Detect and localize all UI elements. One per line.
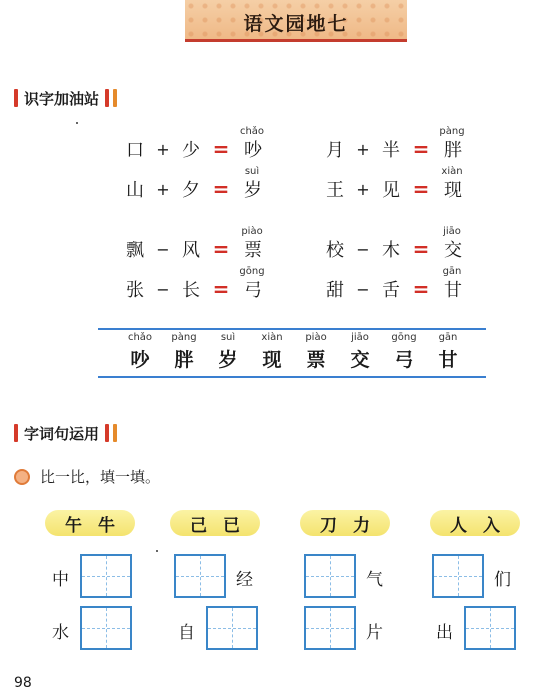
fixed-char: 气 bbox=[366, 570, 383, 590]
summary-pinyin: gōng bbox=[391, 332, 417, 343]
summary-char: 岁 bbox=[218, 349, 238, 371]
char-pair bbox=[45, 510, 135, 536]
result-char: 弓 bbox=[244, 280, 262, 301]
result-pinyin: gān bbox=[442, 266, 462, 277]
equals-sign: = bbox=[412, 277, 430, 301]
result-pinyin: xiàn bbox=[441, 166, 463, 177]
part-b: 半 bbox=[382, 140, 400, 161]
result-char: 岁 bbox=[244, 180, 262, 201]
operator: + bbox=[156, 139, 170, 159]
equation-grid bbox=[120, 126, 500, 306]
summary-pinyin: xiàn bbox=[261, 332, 283, 343]
part-b: 风 bbox=[182, 240, 200, 261]
result-char: 胖 bbox=[444, 140, 462, 161]
blank-char-box[interactable] bbox=[304, 606, 356, 650]
equation bbox=[120, 226, 290, 266]
result-pinyin: chǎo bbox=[239, 126, 265, 137]
summary-item bbox=[208, 332, 248, 372]
result-pinyin: suì bbox=[244, 166, 260, 177]
summary-pinyin: chǎo bbox=[127, 332, 153, 343]
exercise-bullet-icon bbox=[14, 469, 30, 485]
part-b: 木 bbox=[382, 240, 400, 261]
result-pinyin: piào bbox=[241, 226, 263, 237]
char-pair bbox=[170, 510, 260, 536]
result-char: 现 bbox=[444, 180, 462, 201]
equation bbox=[320, 226, 490, 266]
fixed-char: 们 bbox=[494, 570, 511, 590]
equals-sign: = bbox=[212, 237, 230, 261]
section-header-literacy bbox=[14, 87, 117, 109]
page-number: 98 bbox=[14, 675, 32, 691]
result-pinyin: pàng bbox=[439, 126, 465, 137]
pair-char: 刀 bbox=[320, 515, 337, 536]
chapter-title: 语文园地七 bbox=[243, 13, 349, 35]
equation bbox=[320, 266, 490, 306]
part-a: 甜 bbox=[326, 280, 344, 301]
summary-pinyin: piào bbox=[305, 332, 327, 343]
scan-speck bbox=[156, 550, 158, 552]
summary-item bbox=[340, 332, 380, 372]
char-pair bbox=[430, 510, 520, 536]
summary-char: 吵 bbox=[130, 349, 150, 371]
part-a: 王 bbox=[326, 180, 344, 201]
blank-char-box[interactable] bbox=[174, 554, 226, 598]
part-b: 长 bbox=[182, 280, 200, 301]
summary-item bbox=[296, 332, 336, 372]
pair-char: 牛 bbox=[98, 515, 115, 536]
summary-pinyin: suì bbox=[220, 332, 236, 343]
pair-char: 己 bbox=[190, 515, 207, 536]
equals-sign: = bbox=[412, 177, 430, 201]
blank-char-box[interactable] bbox=[304, 554, 356, 598]
operator: + bbox=[356, 139, 370, 159]
section-bar-left bbox=[14, 424, 18, 442]
part-a: 山 bbox=[126, 180, 144, 201]
scan-speck bbox=[76, 122, 78, 124]
result-char: 吵 bbox=[244, 140, 262, 161]
pair-char: 人 bbox=[450, 515, 467, 536]
equals-sign: = bbox=[212, 177, 230, 201]
fixed-char: 水 bbox=[52, 623, 69, 643]
fixed-char: 片 bbox=[366, 623, 383, 643]
pair-char: 入 bbox=[483, 515, 500, 536]
pair-char: 已 bbox=[223, 515, 240, 536]
result-pinyin: jiāo bbox=[443, 226, 461, 237]
summary-item bbox=[252, 332, 292, 372]
summary-char: 交 bbox=[350, 349, 370, 371]
result-char: 甘 bbox=[444, 280, 462, 301]
summary-char: 甘 bbox=[438, 349, 458, 371]
pair-char: 力 bbox=[353, 515, 370, 536]
blank-char-box[interactable] bbox=[464, 606, 516, 650]
summary-item bbox=[120, 332, 160, 372]
summary-item bbox=[428, 332, 468, 372]
equation bbox=[120, 266, 290, 306]
blank-char-box[interactable] bbox=[80, 554, 132, 598]
pair-char: 午 bbox=[65, 515, 82, 536]
section-title: 字词句运用 bbox=[24, 424, 100, 443]
equation bbox=[320, 126, 490, 166]
equation bbox=[320, 166, 490, 206]
section-bar-left bbox=[14, 89, 18, 107]
blank-char-box[interactable] bbox=[80, 606, 132, 650]
fixed-char: 自 bbox=[178, 623, 195, 643]
summary-char: 胖 bbox=[174, 349, 194, 371]
operator: + bbox=[156, 179, 170, 199]
summary-pinyin: jiāo bbox=[351, 332, 369, 343]
fixed-char: 中 bbox=[52, 570, 69, 590]
part-a: 张 bbox=[126, 280, 144, 301]
summary-pinyin: pàng bbox=[171, 332, 197, 343]
chapter-banner bbox=[185, 0, 407, 42]
part-b: 少 bbox=[182, 140, 200, 161]
summary-item bbox=[164, 332, 204, 372]
result-char: 交 bbox=[444, 240, 462, 261]
section-title: 识字加油站 bbox=[24, 89, 100, 108]
part-b: 夕 bbox=[182, 180, 200, 201]
part-a: 飘 bbox=[126, 240, 144, 261]
section-bar-right-accent bbox=[113, 89, 117, 107]
part-a: 校 bbox=[326, 240, 344, 261]
summary-char: 票 bbox=[306, 349, 326, 371]
equation bbox=[120, 166, 290, 206]
operator: − bbox=[156, 239, 170, 259]
summary-char: 现 bbox=[262, 349, 282, 371]
section-bar-right bbox=[105, 424, 109, 442]
exercise-instruction bbox=[14, 466, 160, 487]
section-bar-right-accent bbox=[113, 424, 117, 442]
section-bar-right bbox=[105, 89, 109, 107]
equals-sign: = bbox=[212, 137, 230, 161]
result-char: 票 bbox=[244, 240, 262, 261]
summary-item bbox=[384, 332, 424, 372]
operator: − bbox=[356, 279, 370, 299]
operator: + bbox=[356, 179, 370, 199]
char-pair bbox=[300, 510, 390, 536]
fixed-char: 出 bbox=[436, 623, 453, 643]
blank-char-box[interactable] bbox=[432, 554, 484, 598]
part-b: 见 bbox=[382, 180, 400, 201]
part-a: 口 bbox=[126, 140, 144, 161]
part-b: 舌 bbox=[382, 280, 400, 301]
equals-sign: = bbox=[212, 277, 230, 301]
result-pinyin: gōng bbox=[239, 266, 265, 277]
section-header-word-usage bbox=[14, 422, 117, 444]
summary-pinyin: gān bbox=[438, 332, 458, 343]
instruction-text: 比一比，填一填。 bbox=[40, 468, 161, 486]
character-summary-strip bbox=[98, 328, 486, 378]
equation bbox=[120, 126, 290, 166]
blank-char-box[interactable] bbox=[206, 606, 258, 650]
part-a: 月 bbox=[326, 140, 344, 161]
fixed-char: 经 bbox=[236, 570, 253, 590]
equals-sign: = bbox=[412, 237, 430, 261]
operator: − bbox=[156, 279, 170, 299]
operator: − bbox=[356, 239, 370, 259]
equals-sign: = bbox=[412, 137, 430, 161]
summary-char: 弓 bbox=[394, 349, 414, 371]
